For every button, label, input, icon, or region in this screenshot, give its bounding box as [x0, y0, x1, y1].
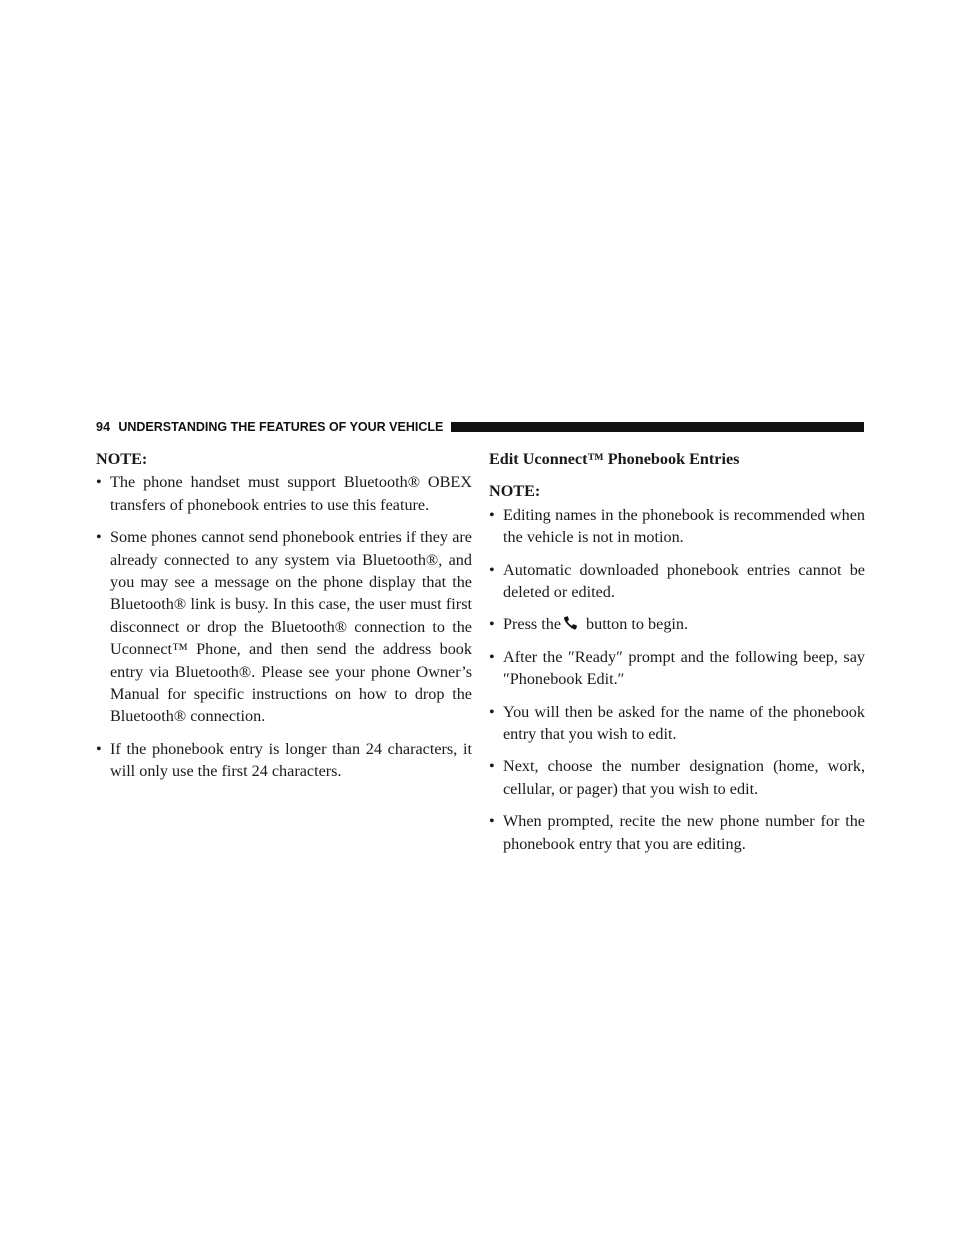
- press-before-text: Press the: [503, 615, 561, 634]
- list-item: [96, 526, 472, 728]
- list-item-text: Next, choose the number designation (home, work, cellular, or pager) that you wish to edit.: [503, 757, 865, 798]
- page-header: [96, 418, 864, 436]
- bullet-mark: •: [96, 739, 102, 758]
- bullet-mark: •: [489, 505, 495, 524]
- list-item: [489, 755, 865, 800]
- bullet-mark: •: [96, 473, 102, 492]
- bullet-mark: •: [489, 647, 495, 666]
- list-item-text: Editing names in the phonebook is recommended when the vehicle is not in motion.: [503, 505, 865, 547]
- list-item-text: The phone handset must support Bluetooth® OBEX transfers of phonebook entries to use this feature.: [110, 473, 472, 514]
- list-item-text: When prompted, recite the new phone number for the phonebook entry that you are editing.: [503, 812, 865, 853]
- list-item-text: Some phones cannot send phonebook entries if they are already connected to any system via Bluetooth®, and you may see a message on the phone display that the Bluetooth® link is busy. In this case, the user must first disconnect or drop the Bluetooth® connection to the Uconnect™ Phone, and then send the address book entry via Bluetooth®. Please see your phone Owner’s Manual for specific instructions on how to drop the Bluetooth® connection.: [110, 528, 472, 726]
- list-item: [96, 738, 472, 783]
- bullet-mark: •: [489, 560, 495, 579]
- section-title: UNDERSTANDING THE FEATURES OF YOUR VEHICLE: [118, 420, 444, 434]
- right-bullet-list: [489, 504, 865, 855]
- phone-icon: [563, 615, 581, 631]
- bullet-mark: •: [489, 615, 495, 634]
- list-item: [489, 504, 865, 549]
- section-heading: Edit Uconnect™ Phonebook Entries: [489, 450, 740, 468]
- right-column: [489, 448, 865, 865]
- left-bullet-list: [96, 471, 472, 782]
- list-item: [489, 810, 865, 855]
- list-item-text: You will then be asked for the name of the phonebook entry that you wish to edit.: [503, 702, 865, 744]
- list-item-text: Automatic downloaded phonebook entries cannot be deleted or edited.: [503, 560, 865, 602]
- header-rule: [451, 422, 864, 432]
- list-item-text: If the phonebook entry is longer than 24 characters, it will only use the first 24 characters.: [110, 739, 472, 781]
- list-item: [489, 613, 865, 635]
- bullet-mark: •: [489, 757, 495, 776]
- bullet-mark: •: [489, 702, 495, 721]
- page-number: 94: [96, 420, 111, 434]
- note-label: NOTE:: [96, 450, 148, 468]
- bullet-mark: •: [489, 812, 495, 831]
- bullet-mark: •: [96, 528, 102, 547]
- note-label: NOTE:: [489, 482, 541, 501]
- list-item: [489, 559, 865, 604]
- list-item: [489, 646, 865, 691]
- left-column: [96, 448, 472, 793]
- list-item: [489, 701, 865, 746]
- list-item-text: After the ″Ready″ prompt and the following beep, say ″Phonebook Edit.″: [503, 647, 865, 689]
- list-item: [96, 471, 472, 516]
- press-after-text: button to begin.: [586, 615, 689, 634]
